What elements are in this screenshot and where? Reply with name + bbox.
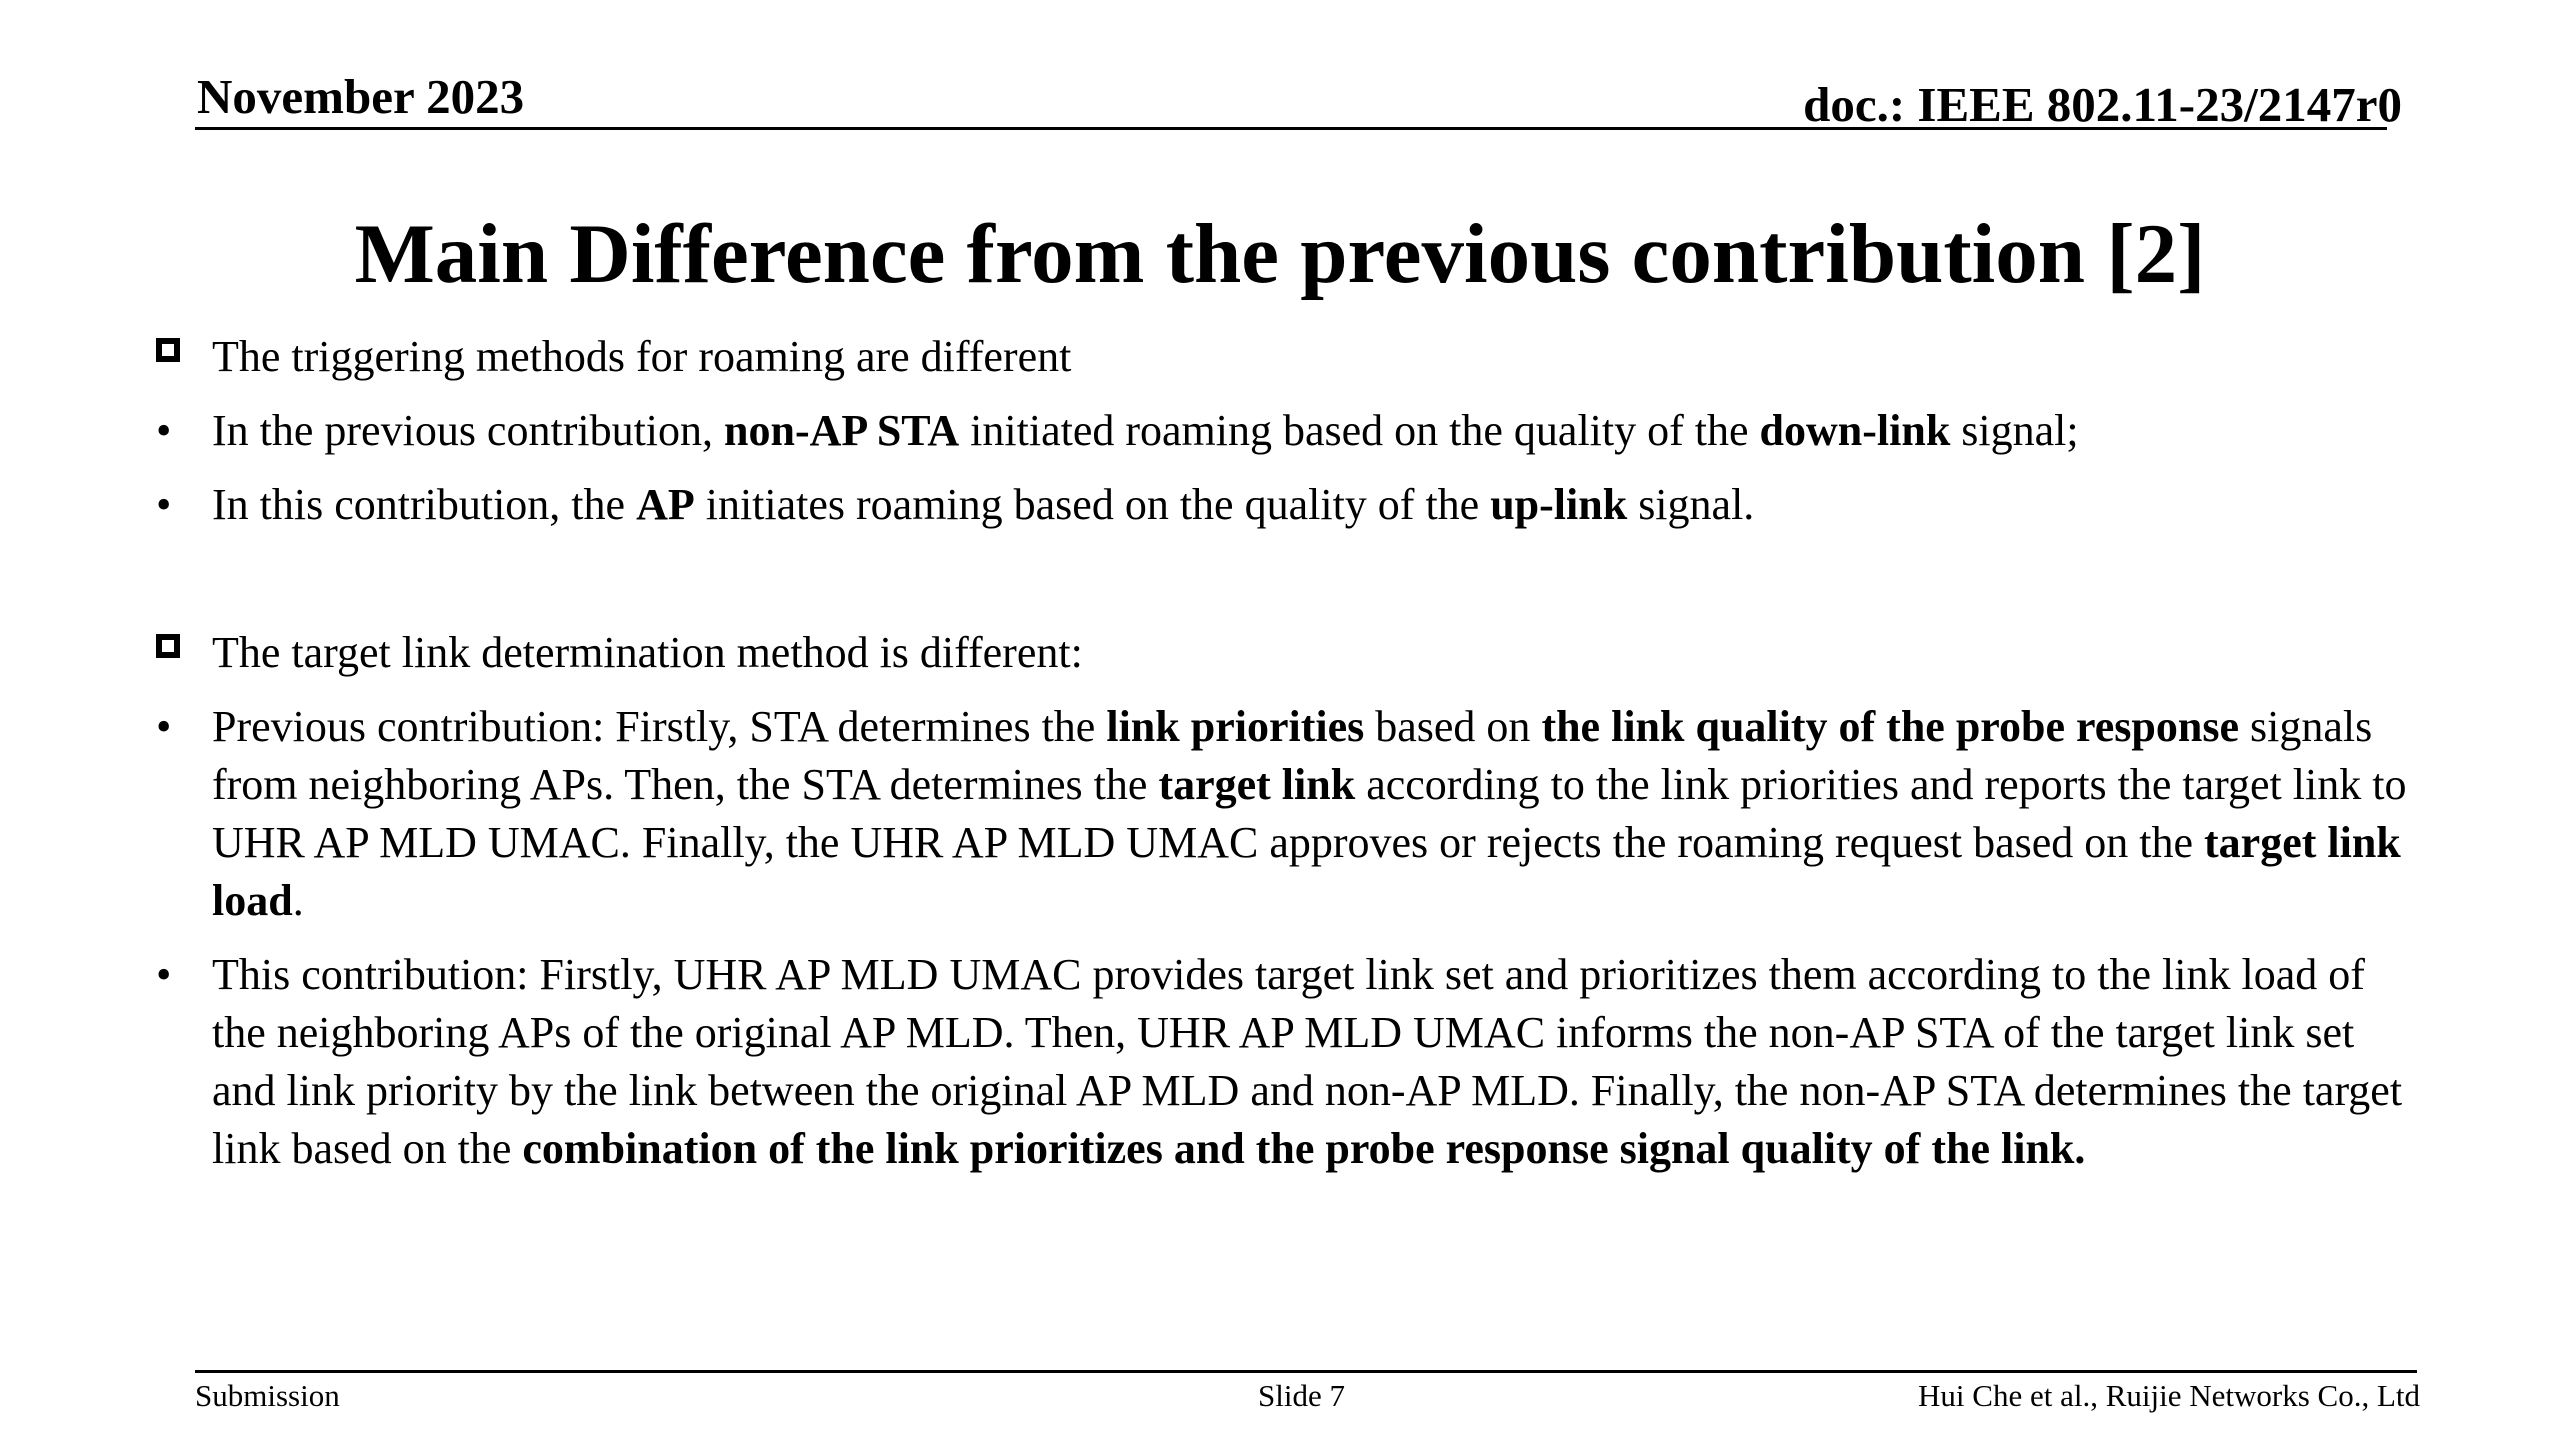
- bullet-text: signal.: [1627, 480, 1755, 529]
- square-bullet-icon: [150, 328, 212, 386]
- bullet-bold-text: non-AP STA: [724, 406, 960, 455]
- section1-heading: [150, 328, 2420, 386]
- section2-bullet-2: [150, 946, 2420, 1178]
- footer-slide-number: Slide 7: [1258, 1378, 1345, 1413]
- bullet-bold-text: the link quality of the probe response: [1541, 702, 2240, 751]
- bullet-dot-icon: •: [156, 406, 172, 455]
- footer-rule: [195, 1370, 2417, 1373]
- bullet-text: signals from neighboring APs. Then, the STA determines the: [212, 702, 2373, 809]
- bullet-bold-text: combination of the link prioritizes and the probe response signal quality of the link.: [522, 1124, 2086, 1173]
- bullet-text: initiated roaming based on the quality of the: [959, 406, 1760, 455]
- slide-title: Main Difference from the previous contribution [2]: [354, 207, 2206, 301]
- bullet-text: based on: [1364, 702, 1542, 751]
- bullet-bold-text: link priorities: [1106, 702, 1365, 751]
- bullet-bold-text: target link: [1158, 760, 1356, 809]
- bullet-text: signal;: [1950, 406, 2079, 455]
- bullet-bold-text: target link load: [212, 818, 2401, 925]
- section2-heading-text: The target link determination method is different:: [212, 628, 1083, 677]
- bullet-bold-text: down-link: [1759, 406, 1951, 455]
- bullet-dot-icon: •: [156, 950, 172, 999]
- header-rule: [195, 127, 2387, 130]
- bullet-text: In the previous contribution,: [212, 406, 725, 455]
- section1-bullet-2: [150, 476, 2420, 534]
- square-bullet-icon: [150, 624, 212, 682]
- footer-submission: Submission: [195, 1378, 340, 1413]
- bullet-bold-text: up-link: [1490, 480, 1628, 529]
- bullet-text: Previous contribution: Firstly, STA determines the: [212, 702, 1107, 751]
- bullet-dot-icon: •: [156, 480, 172, 529]
- section1-heading-text: The triggering methods for roaming are different: [212, 332, 1072, 381]
- section2-heading: [150, 624, 2420, 682]
- header-date: November 2023: [197, 69, 525, 124]
- bullet-bold-text: AP: [636, 480, 695, 529]
- section2-bullet-1: [150, 698, 2420, 930]
- bullet-dot-icon: •: [156, 702, 172, 751]
- section1-bullet-1: [150, 402, 2420, 460]
- footer-author: Hui Che et al., Ruijie Networks Co., Ltd: [1918, 1378, 2420, 1413]
- bullet-text: In this contribution, the: [212, 480, 637, 529]
- bullet-text: This contribution: Firstly, UHR AP MLD UMAC provides target link set and prioritizes them according to the link load of the neighboring APs of the original AP MLD. Then, UHR AP MLD UMAC informs the non-AP STA of the target link set and link priority by the link between the original AP MLD and non-AP MLD. Finally, the non-AP STA determines the target link based on the: [212, 950, 2403, 1173]
- bullet-text: according to the link priorities and reports the target link to UHR AP MLD UMAC. Finally, the UHR AP MLD UMAC approves or rejects the roaming request based on the: [212, 760, 2407, 867]
- bullet-text: initiates roaming based on the quality of the: [694, 480, 1491, 529]
- slide-body: [150, 328, 2420, 1194]
- section-spacer: [150, 550, 2420, 624]
- header-doc-id: doc.: IEEE 802.11-23/2147r0: [1803, 77, 2402, 132]
- bullet-text: .: [292, 876, 304, 925]
